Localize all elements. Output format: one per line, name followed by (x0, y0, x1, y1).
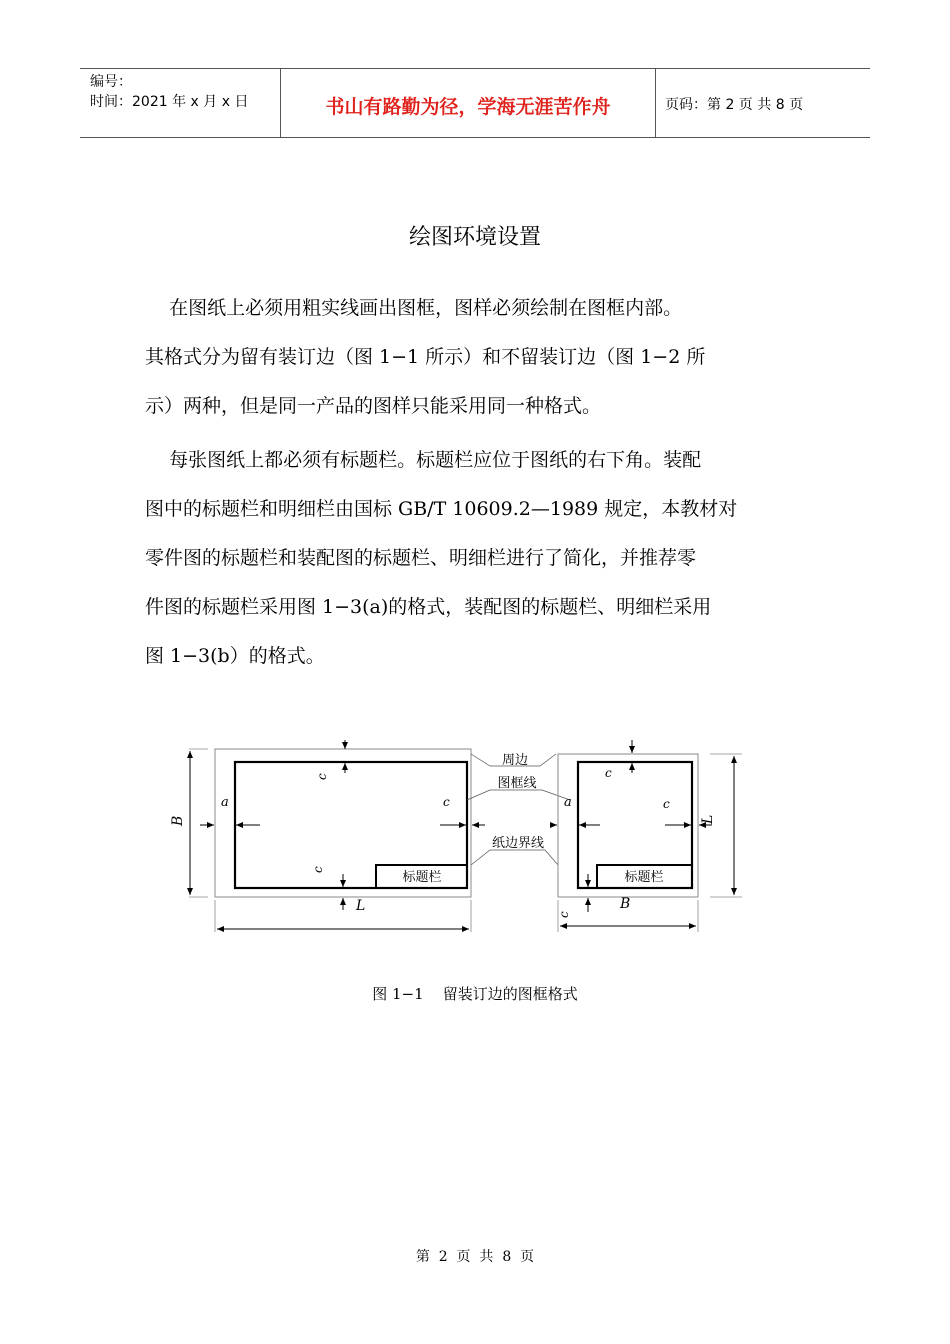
dim-c-top: c (315, 773, 329, 780)
title-block-label: 标题栏 (402, 870, 442, 885)
header-meta-cell (80, 69, 280, 137)
callout-labels (467, 752, 570, 865)
dim-c-top-portrait: c (605, 766, 612, 780)
title-block-label: 标题栏 (624, 870, 664, 885)
dim-L-portrait: L (700, 814, 716, 824)
callout-paper-edge: 纸边界线 (491, 836, 545, 851)
header-motto-cell (280, 69, 656, 137)
page-info: 页码：第 2 页 共 8 页 (665, 97, 804, 113)
dim-c-bottom: c (311, 866, 325, 873)
paragraph-line: 图中的标题栏和明细栏由国标 GB/T 10609.2—1989 规定，本教材对 (145, 498, 738, 520)
dim-a-portrait: a (564, 795, 572, 810)
paragraph-line: 图 1−3(b）的格式。 (145, 645, 325, 667)
paragraph-line: 每张图纸上都必须有标题栏。标题栏应位于图纸的右下角。装配 (145, 449, 702, 471)
dim-c-right-portrait: c (663, 797, 670, 811)
motto-text: 书山有路勤为径，学海无涯苦作舟 (325, 96, 611, 118)
page-footer: 第 2 页 共 8 页 (415, 1249, 535, 1265)
header-page-cell (655, 69, 870, 137)
callout-border: 周边 (501, 753, 529, 768)
dim-B-landscape: B (170, 815, 186, 826)
paragraph-2 (145, 436, 810, 681)
dim-B-portrait: B (620, 896, 631, 912)
callout-frame-line: 图框线 (497, 776, 537, 791)
paragraph-line: 在图纸上必须用粗实线画出图框，图样必须绘制在图框内部。 (145, 297, 683, 319)
dim-L-landscape: L (356, 898, 366, 914)
figure-caption: 图 1−1 留装订边的图框格式 (372, 985, 578, 1003)
dim-c-bottom-portrait: c (557, 911, 571, 918)
dim-c-right: c (443, 795, 450, 809)
paragraph-1 (145, 284, 810, 431)
section-title: 绘图环境设置 (408, 225, 541, 250)
page-header (80, 68, 870, 138)
paragraph-line: 零件图的标题栏和装配图的标题栏、明细栏进行了简化，并推荐零 (145, 547, 697, 569)
portrait-frame-drawing (550, 740, 742, 932)
document-number-label: 编号： (90, 74, 132, 90)
paragraph-line: 件图的标题栏采用图 1−3(a)的格式，装配图的标题栏、明细栏采用 (145, 596, 712, 618)
document-date-label: 时间：2021 年 x 月 x 日 (90, 94, 249, 110)
paragraph-line: 其格式分为留有装订边（图 1−1 所示）和不留装订边（图 1−2 所 (145, 346, 706, 368)
landscape-frame-drawing (170, 740, 485, 932)
paragraph-line: 示）两种，但是同一产品的图样只能采用同一种格式。 (145, 395, 602, 417)
dim-a-left: a (221, 795, 229, 810)
frame-format-figure (160, 740, 760, 940)
